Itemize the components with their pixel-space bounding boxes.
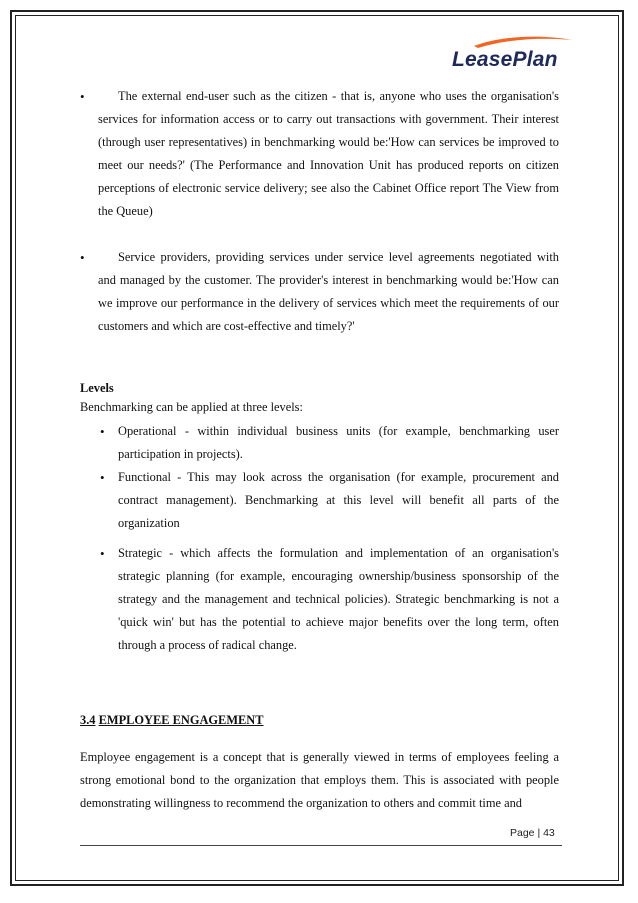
level-item-functional: Functional - This may look across the organisation (for example, procurement and contract management). Benchmarking at this level will benefit all parts of the organization xyxy=(118,470,559,530)
bullet-icon xyxy=(100,542,105,565)
level-item-strategic: Strategic - which affects the formulation and implementation of an organisation's strategic planning (for example, encouraging ownership/business sponsorship of the strategy and the management and technical policies). Strategic benchmarking is not a 'quick win' but has the potential to achieve major benefits over the long term, often through a process of radical change. xyxy=(118,546,559,652)
section-title: EMPLOYEE ENGAGEMENT xyxy=(98,713,264,727)
bullet-paragraph-end-user: The external end-user such as the citizen - that is, anyone who uses the organisation's services for information access or to carry out transactions with government. Their interest (through user representatives) in benchmarking would be:'How can services be improved to meet our needs?' (The Performance and Innovation Unit has produced reports on citizen perceptions of electronic service delivery; see also the Cabinet Office report The View from the Queue) xyxy=(98,89,559,218)
page-number: Page | 43 xyxy=(510,827,555,839)
section-heading xyxy=(80,710,264,730)
level-item-operational: Operational - within individual business units (for example, benchmarking user participation in projects). xyxy=(118,424,559,461)
levels-intro: Benchmarking can be applied at three levels: xyxy=(80,400,303,414)
footer-rule xyxy=(80,845,562,846)
bullet-paragraph-service-providers: Service providers, providing services under service level agreements negotiated with and managed by the customer. The provider's interest in benchmarking would be:'How can we improve our performance in the delivery of services which meet the requirements of our customers and which are cost-effective and timely?' xyxy=(98,250,559,333)
bullet-icon xyxy=(80,85,85,108)
bullet-icon xyxy=(100,466,105,489)
section-number: 3.4 xyxy=(80,713,96,727)
bullet-icon xyxy=(100,420,105,443)
bullet-icon xyxy=(80,246,85,269)
levels-heading: Levels xyxy=(80,381,114,395)
section-body: Employee engagement is a concept that is generally viewed in terms of employees feeling a strong emotional bond to the organization that employs them. This is associated with people demonstrating willingness to recommend the organization to others and commit time and xyxy=(80,750,559,810)
leaseplan-logo xyxy=(448,34,576,80)
logo-text: LeasePlan xyxy=(452,48,558,71)
